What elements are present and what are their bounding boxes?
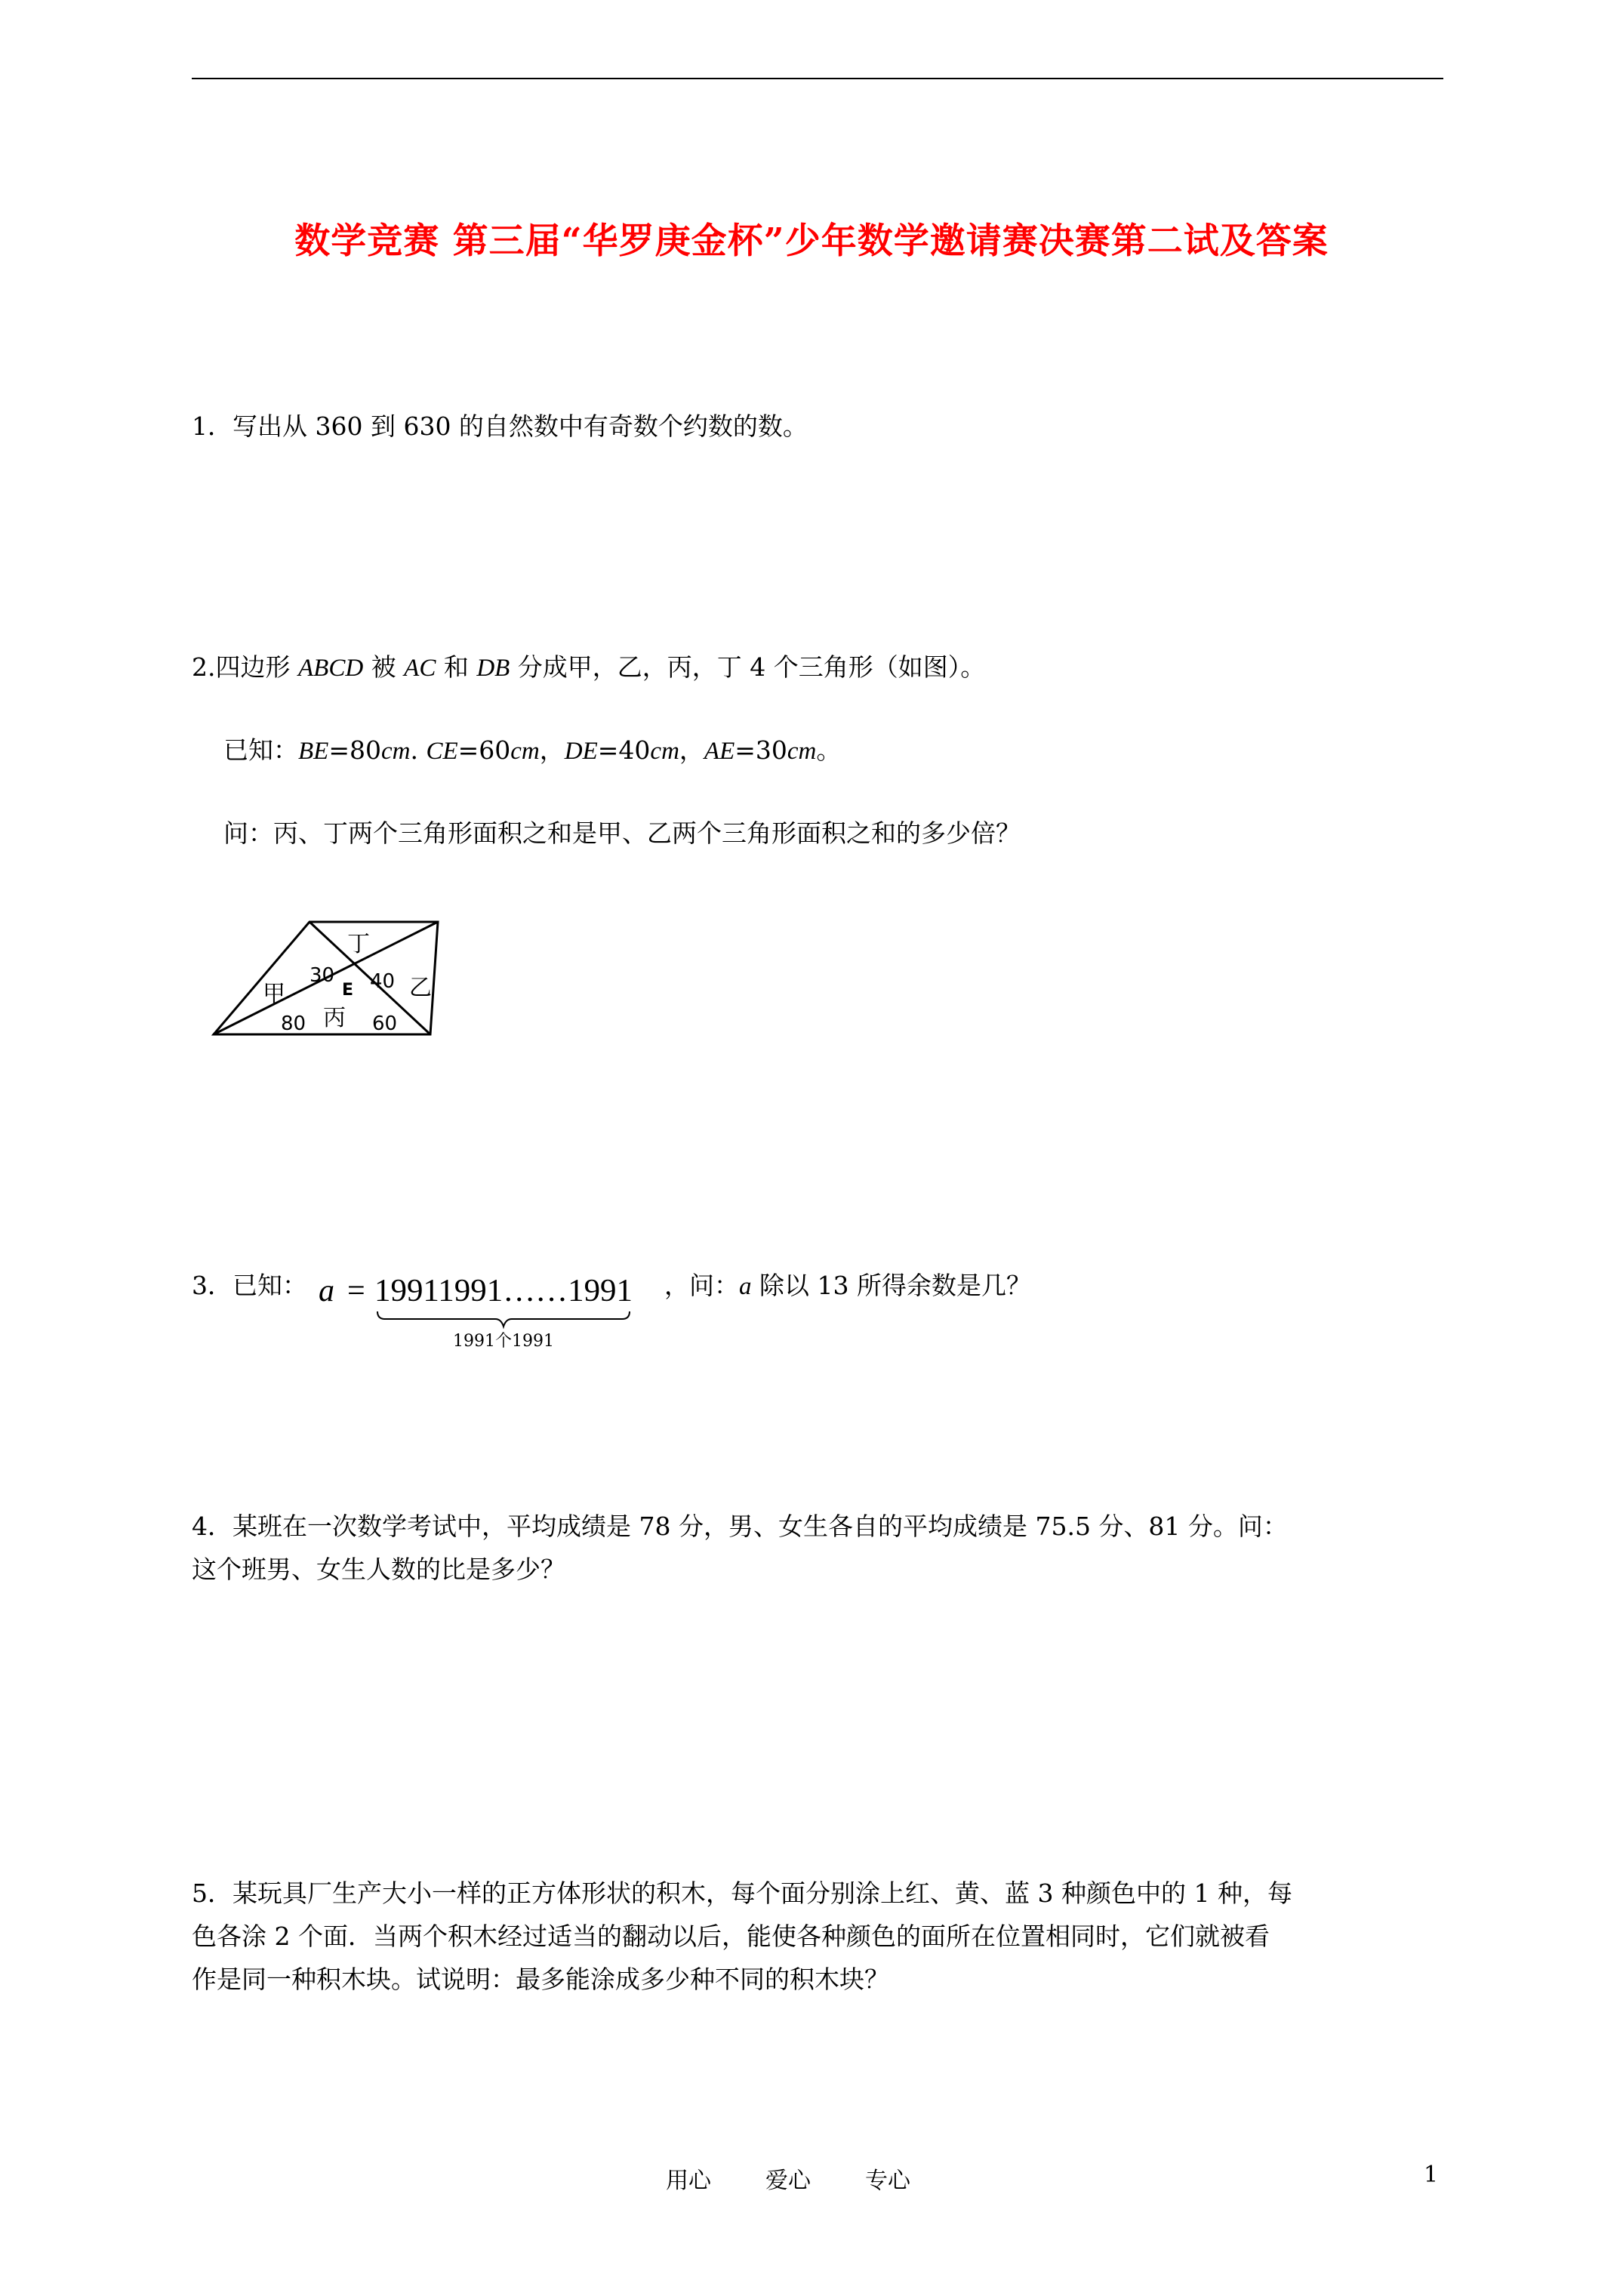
header-rule <box>192 78 1443 79</box>
text-run: ABCD <box>298 655 364 682</box>
text-run: ， <box>679 735 704 765</box>
text-run: =30 <box>735 735 787 765</box>
text-run: ， <box>539 735 565 765</box>
text-run: BE <box>298 738 329 765</box>
question-2-number: 2. <box>192 652 216 682</box>
label-60: 60 <box>372 1012 398 1035</box>
question-3-ask: ，问： <box>664 1271 739 1300</box>
question-3-number: 3． <box>192 1271 233 1300</box>
question-5-line-3: 作是同一种积木块。试说明：最多能涂成多少种不同的积木块？ <box>192 1965 889 1994</box>
question-5-text-1: 某玩具厂生产大小一样的正方体形状的积木，每个面分别涂上红、黄、蓝 3 种颜色中的 1 种，每 <box>233 1878 1292 1908</box>
question-2-line-1 <box>192 646 985 689</box>
question-4-text-1: 某班在一次数学考试中，平均成绩是 78 分，男、女生各自的平均成绩是 75.5 分、81 分。问： <box>233 1512 1288 1541</box>
text-run: cm <box>380 738 411 765</box>
label-80: 80 <box>281 1012 306 1035</box>
text-run: cm <box>510 738 540 765</box>
page-title: 数学竞赛 第三届“华罗庚金杯”少年数学邀请赛决赛第二试及答案 <box>294 220 1329 262</box>
quadrilateral-figure <box>211 920 453 1040</box>
question-4-line-1 <box>192 1505 1288 1548</box>
footer-slogan-3: 专心 <box>865 2168 910 2194</box>
formula-a <box>317 1265 649 1355</box>
question-3-var: a <box>739 1273 752 1300</box>
question-2-question: 问：丙、丁两个三角形面积之和是甲、乙两个三角形面积之和的多少倍？ <box>223 818 1021 848</box>
text-run: =40 <box>597 735 651 765</box>
question-1-number: 1． <box>192 411 233 441</box>
question-2-given <box>223 729 841 772</box>
label-yi: 乙 <box>409 975 432 1001</box>
text-run: 分成甲，乙，丙，丁 4 个三角形（如图）。 <box>510 652 986 682</box>
text-run: 已知： <box>223 735 298 765</box>
text-run: CE <box>426 738 458 765</box>
text-run: cm <box>650 738 679 765</box>
question-5-line-2: 色各涂 2 个面．当两个积木经过适当的翻动以后，能使各种颜色的面所在位置相同时，它们就被看 <box>192 1922 1270 1951</box>
text-run: AE <box>704 738 735 765</box>
question-3-prefix <box>192 1265 307 1307</box>
formula-equals: = <box>347 1274 365 1308</box>
formula-digits: 19911991……1991 <box>374 1274 633 1308</box>
question-3-suffix <box>664 1265 1031 1308</box>
question-4-line-2: 这个班男、女生人数的比是多少？ <box>192 1555 565 1584</box>
question-4-number: 4． <box>192 1512 233 1541</box>
label-40: 40 <box>370 970 396 993</box>
text-run: 被 <box>363 652 405 682</box>
text-run: DE <box>564 738 598 765</box>
label-ding: 丁 <box>347 931 370 957</box>
footer-slogan-2: 爱心 <box>765 2168 811 2194</box>
text-run: DB <box>476 655 510 682</box>
text-run: 。 <box>816 735 842 765</box>
question-1 <box>192 405 808 448</box>
question-2-statement <box>216 652 986 682</box>
label-e: E <box>342 981 354 1000</box>
text-run: =60 <box>457 735 511 765</box>
underbrace <box>377 1311 630 1327</box>
question-5-number: 5． <box>192 1878 233 1908</box>
text-run: =80 <box>328 735 381 765</box>
text-run: . <box>410 735 427 765</box>
label-bing: 丙 <box>323 1005 346 1031</box>
text-run: 四边形 <box>215 652 298 682</box>
question-5-line-1 <box>192 1872 1292 1915</box>
label-jia: 甲 <box>263 981 285 1007</box>
text-run: AC <box>404 655 436 682</box>
formula-a-variable: a <box>319 1274 334 1308</box>
brace-label: 1991个1991 <box>453 1332 554 1351</box>
question-3-remainder: 除以 13 所得余数是几？ <box>751 1271 1031 1300</box>
text-run: 和 <box>436 652 477 682</box>
footer-slogan-1: 用心 <box>666 2168 711 2194</box>
text-run: cm <box>787 738 817 765</box>
question-1-text: 写出从 360 到 630 的自然数中有奇数个约数的数。 <box>233 411 808 441</box>
page-number: 1 <box>1424 2162 1439 2188</box>
label-30: 30 <box>310 964 335 987</box>
question-3-given-label: 已知： <box>233 1271 307 1300</box>
